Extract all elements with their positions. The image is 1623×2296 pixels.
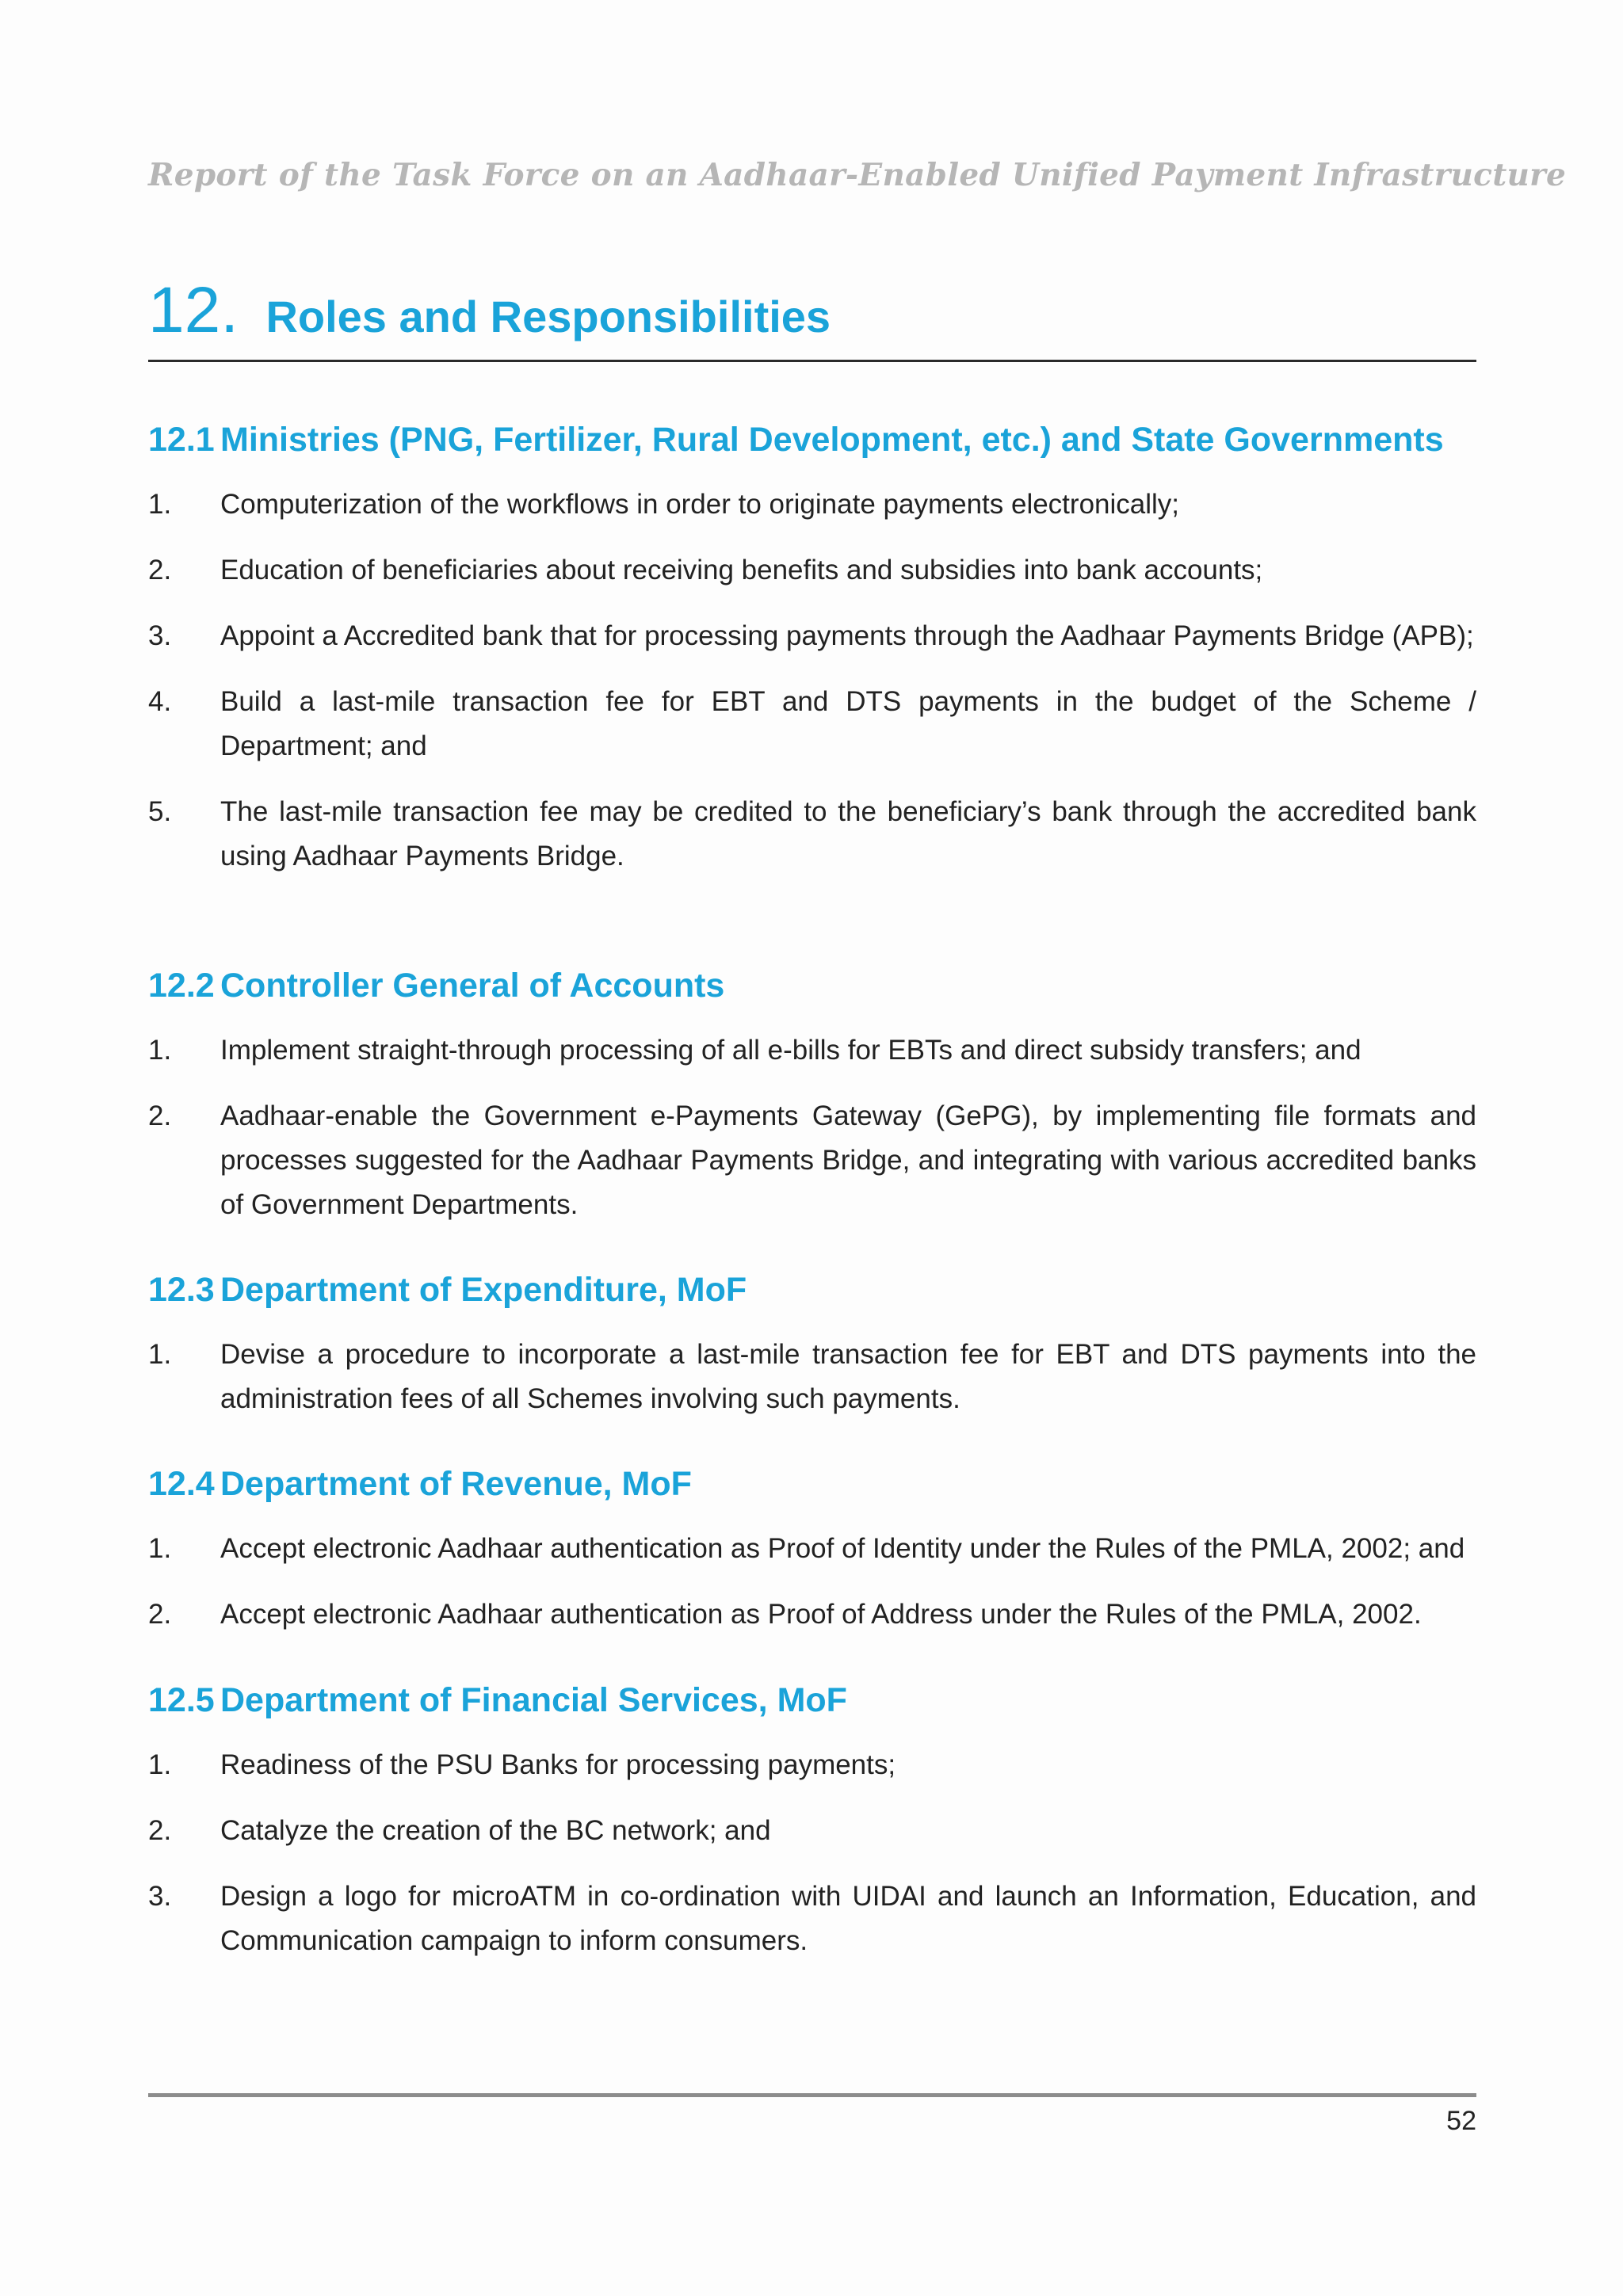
section-title: Controller General of Accounts — [220, 967, 725, 1005]
list-item-text: Build a last-mile transaction fee for EBT and DTS payments in the budget of the Scheme / Department; and — [220, 686, 1476, 761]
section-12-1 — [148, 415, 1476, 879]
section-title: Ministries (PNG, Fertilizer, Rural Development, etc.) and State Governments — [220, 421, 1444, 459]
list-item — [148, 614, 1476, 658]
list-item-number: 1. — [148, 1035, 172, 1066]
section-number: 12.1 — [148, 421, 215, 459]
list-item-number: 5. — [148, 796, 172, 827]
section-12-3 — [148, 1265, 1476, 1421]
list-item-number: 1. — [148, 1339, 172, 1370]
list-item — [148, 680, 1476, 769]
section-12-2 — [148, 961, 1476, 1227]
list-item-text: Catalyze the creation of the BC network; and — [220, 1815, 771, 1846]
list-item-text: Accept electronic Aadhaar authentication as Proof of Address under the Rules of the PMLA, 2002. — [220, 1599, 1422, 1630]
section-heading — [148, 1676, 1476, 1725]
section-heading — [148, 961, 1476, 1010]
list-item — [148, 1094, 1476, 1227]
list-item-text: Design a logo for microATM in co-ordination with UIDAI and launch an Information, Education, and Communication campaign to inform consumers. — [220, 1881, 1476, 1956]
section-heading — [148, 1265, 1476, 1314]
list-item-text: Education of beneficiaries about receiving benefits and subsidies into bank accounts; — [220, 555, 1263, 585]
list-item — [148, 1592, 1476, 1637]
list-item — [148, 1028, 1476, 1073]
section-title: Department of Expenditure, MoF — [220, 1271, 747, 1309]
list-item-number: 2. — [148, 555, 172, 585]
chapter-title: Roles and Responsibilities — [265, 292, 831, 341]
list-item — [148, 1743, 1476, 1787]
section-heading — [148, 415, 1476, 464]
list-item — [148, 482, 1476, 527]
list-item-number: 3. — [148, 620, 172, 651]
list-item-number: 1. — [148, 1749, 172, 1780]
list-item-text: Accept electronic Aadhaar authentication as Proof of Identity under the Rules of the PMLA, 2002; and — [220, 1533, 1465, 1564]
section-number: 12.4 — [148, 1465, 215, 1503]
list-item-text: Devise a procedure to incorporate a last-mile transaction fee for EBT and DTS payments into the administration fees of all Schemes involving such payments. — [220, 1339, 1476, 1414]
list-item-number: 3. — [148, 1881, 172, 1912]
list-item — [148, 790, 1476, 879]
section-number: 12.5 — [148, 1681, 215, 1719]
list-item — [148, 1527, 1476, 1571]
list-item-number: 2. — [148, 1815, 172, 1846]
list-item-text: Readiness of the PSU Banks for processing payments; — [220, 1749, 896, 1780]
list-item-number: 2. — [148, 1599, 172, 1630]
section-title: Department of Financial Services, MoF — [220, 1681, 847, 1719]
list-item — [148, 1875, 1476, 1963]
section-number: 12.2 — [148, 967, 215, 1005]
section-number: 12.3 — [148, 1271, 215, 1309]
list-item — [148, 548, 1476, 593]
section-12-4 — [148, 1459, 1476, 1637]
list-item-text: Implement straight-through processing of all e-bills for EBTs and direct subsidy transfers; and — [220, 1035, 1361, 1066]
list-item-number: 4. — [148, 686, 172, 717]
footer-rule — [148, 2093, 1476, 2097]
list-item-text: Aadhaar-enable the Government e-Payments Gateway (GePG), by implementing file formats and processes suggested for the Aadhaar Payments Bridge, and integrating with various accredited banks of Government Departments. — [220, 1100, 1476, 1220]
list-item-number: 1. — [148, 489, 172, 520]
list-item-number: 1. — [148, 1533, 172, 1564]
list-item — [148, 1809, 1476, 1853]
list-item-text: The last-mile transaction fee may be credited to the beneficiary’s bank through the accredited bank using Aadhaar Payments Bridge. — [220, 796, 1476, 871]
list-item-number: 2. — [148, 1100, 172, 1131]
list-item — [148, 1333, 1476, 1421]
chapter-heading — [148, 274, 1476, 362]
section-12-5 — [148, 1676, 1476, 1963]
page-number: 52 — [1446, 2106, 1476, 2136]
chapter-number: 12. — [148, 274, 239, 346]
section-title: Department of Revenue, MoF — [220, 1465, 692, 1503]
list-item-text: Appoint a Accredited bank that for processing payments through the Aadhaar Payments Bridge (APB); — [220, 620, 1474, 651]
section-heading — [148, 1459, 1476, 1508]
running-header: Report of the Task Force on an Aadhaar-Enabled Unified Payment Infrastructure — [148, 157, 1567, 193]
list-item-text: Computerization of the workflows in order to originate payments electronically; — [220, 489, 1180, 520]
